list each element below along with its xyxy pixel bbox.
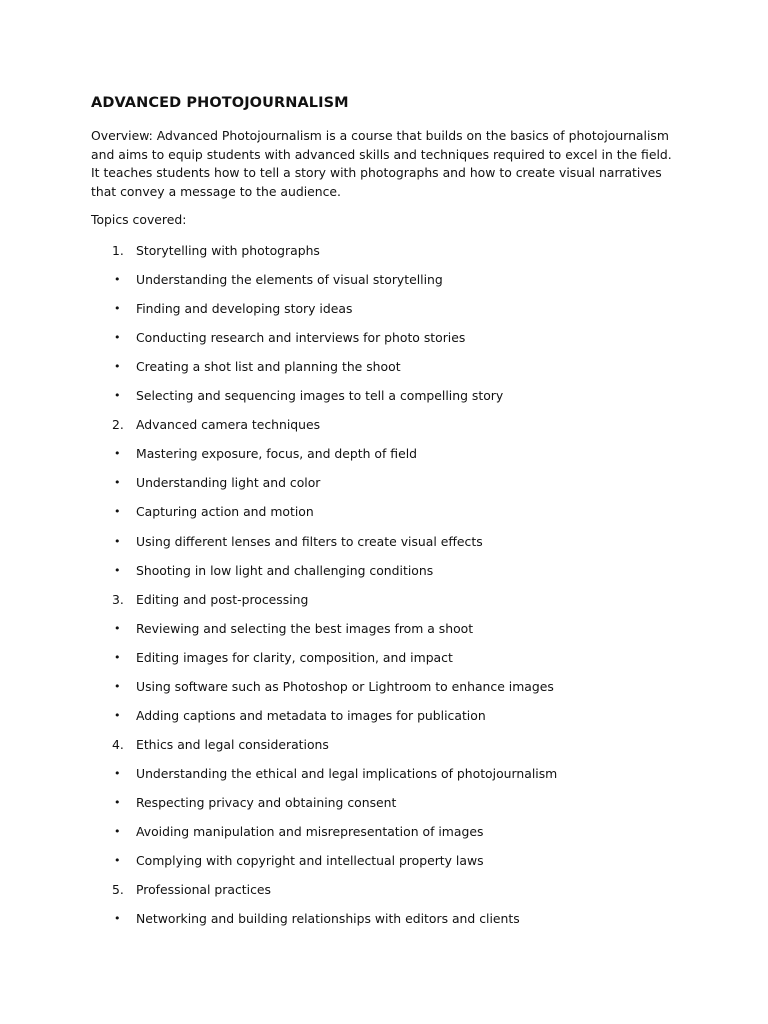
bullet-marker: • [114,854,121,868]
numbered-topic [0,735,768,755]
number-marker: 2. [112,417,124,433]
bullet-marker: • [114,331,121,345]
list-item-text: Capturing action and motion [136,504,314,520]
list-item [0,502,768,522]
list-item-text: Understanding the ethical and legal implications of photojournalism [136,765,558,781]
list-item [0,386,768,406]
list-item-text: Editing images for clarity, composition, and impact [136,649,453,665]
list-item-text: Selecting and sequencing images to tell a compelling story [136,388,504,404]
list-item-text: Editing and post-processing [136,591,309,607]
list-item-text: Reviewing and selecting the best images from a shoot [136,620,474,636]
list-item-text: Professional practices [136,882,271,898]
bullet-marker: • [114,825,121,838]
list-item-text: Understanding light and color [136,475,321,491]
list-item-text: Using different lenses and filters to create visual effects [136,533,483,549]
list-item-text: Avoiding manipulation and misrepresentation of images [136,824,484,839]
topics-covered-label: Topics covered: [91,212,187,227]
list-item [0,473,768,493]
list-item-text: Using software such as Photoshop or Lightroom to enhance images [136,678,554,694]
bullet-marker: • [114,302,121,316]
list-item-text: Respecting privacy and obtaining consent [136,794,397,810]
list-item [0,299,768,319]
list-item-text: Conducting research and interviews for photo stories [136,330,466,346]
bullet-marker: • [114,563,121,577]
bullet-marker: • [114,476,121,490]
numbered-topic [0,590,768,610]
numbered-topic [0,415,768,435]
bullet-marker: • [114,389,121,403]
list-item [0,619,768,639]
list-item [0,909,768,929]
bullet-marker: • [114,650,121,664]
bullet-marker: • [114,505,121,519]
numbered-topic [0,880,768,900]
document-title: ADVANCED PHOTOJOURNALISM [91,95,349,111]
bullet-marker: • [114,708,121,722]
list-item-text: Storytelling with photographs [136,243,320,258]
bullet-marker: • [114,447,121,461]
list-item [0,444,768,464]
bullet-marker: • [114,912,121,926]
list-item-text: Creating a shot list and planning the shoot [136,359,401,375]
list-item-text: Understanding the elements of visual storytelling [136,272,443,288]
list-item-text: Ethics and legal considerations [136,736,329,752]
bullet-marker: • [114,795,121,809]
list-item-text: Complying with copyright and intellectual property laws [136,853,484,869]
list-item [0,677,768,697]
list-item [0,561,768,581]
bullet-marker: • [114,534,121,548]
list-item [0,648,768,668]
list-item [0,706,768,726]
list-item [0,822,768,842]
number-marker: 5. [112,882,124,898]
list-item-text: Advanced camera techniques [136,417,321,433]
list-item [0,793,768,813]
list-item [0,532,768,552]
list-item [0,851,768,871]
list-item [0,270,768,290]
number-marker: 1. [112,243,124,258]
list-item [0,328,768,348]
overview-paragraph: Overview: Advanced Photojournalism is a course that builds on the basics of photojournalism and aims to equip students with advanced skills and techniques required to excel in the field. It teaches students how to tell a story with photographs and how to create visual narratives that convey a message to the audience. [91,128,672,199]
bullet-marker: • [114,621,121,635]
list-item-text: Mastering exposure, focus, and depth of field [136,446,418,462]
numbered-topic [0,241,768,261]
bullet-marker: • [114,360,121,374]
list-item-text: Shooting in low light and challenging conditions [136,562,434,578]
number-marker: 3. [112,591,124,607]
number-marker: 4. [112,736,124,752]
bullet-marker: • [114,273,121,287]
bullet-marker: • [114,679,121,693]
bullet-marker: • [114,766,121,780]
list-item [0,764,768,784]
list-item [0,357,768,377]
list-item-text: Adding captions and metadata to images for publication [136,707,486,723]
list-item-text: Networking and building relationships with editors and clients [136,911,520,927]
list-item-text: Finding and developing story ideas [136,301,353,317]
